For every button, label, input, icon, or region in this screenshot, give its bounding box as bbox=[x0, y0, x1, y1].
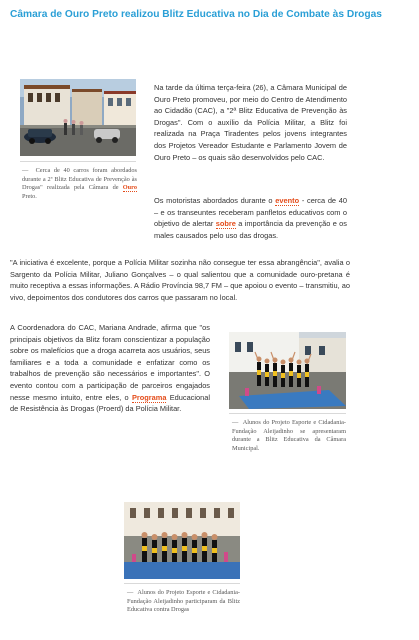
caption-divider bbox=[229, 413, 346, 414]
paragraph-coordenadora-text: A Coordenadora do CAC, Mariana Andrade, afirma que "os principais objetivos da Blitz foram conscientizar a população sobre os malefícios que a droga acarreta aos usuários, seus familiares e a toda a comunidade e enfatizar como os trabalhos de prevenção são necessários e importantes". O evento contou com a participação de parceiros engajados nesse mesmo intuito, entre eles, o bbox=[10, 323, 210, 402]
caption-dash: — bbox=[232, 419, 243, 426]
paragraph-motoristas-text-3: a importância da prevenção e os males causados pelo uso das drogas. bbox=[154, 219, 347, 240]
photo-students-group bbox=[124, 502, 240, 579]
caption-divider bbox=[124, 583, 240, 584]
caption-dash: — bbox=[127, 589, 138, 596]
paragraph-motoristas-text-2: - cerca de 40 – e os transeuntes receberam panfletos educativos com o objetivo de alertar bbox=[154, 196, 347, 229]
caption-divider bbox=[20, 161, 136, 162]
caption-3-text: Alunos do Projeto Esporte e Cidadania-Fundação Aleijadinho participaram da Blitz Educativa contra Drogas bbox=[127, 589, 240, 614]
caption-1-text: Cerca de 40 carros foram abordados durante a 2ª Blitz Educativa de Prevenção às Drogas" realizada pela Câmara de bbox=[22, 167, 137, 192]
caption-photo-1 bbox=[22, 167, 137, 202]
paragraph-motoristas-text: Os motoristas abordados durante o bbox=[154, 196, 276, 205]
paragraph-intro: Na tarde da última terça-feira (26), a Câmara Municipal de Ouro Preto promoveu, por meio do Centro de Atendimento ao Cidadão (CAC), a "2ª Blitz Educativa de Prevenção às Drogas". Com o auxílio da Polícia Militar, a Blitz foi realizada na Praça Tiradentes pelos jovens integrantes dos Projetos Vereador Estudante e Parlamento Jovem de Ouro Preto – os quais são desenvolvidos pelo CAC. bbox=[154, 83, 347, 162]
paragraph-motoristas bbox=[154, 195, 347, 241]
paragraph-quote-sargento: "A iniciativa é excelente, porque a Polícia Militar sozinha não consegue ter essa abrangência", avalia o Sargento da Polícia Militar, Juliano Gonçalves – o qual salientou que a comunidade ouro-pretana é muito receptiva a essas informações. A Rádio Província 98,7 FM – que apoiou o evento – transmitiu, ao vivo, depoimentos dos condutores dos carros que passaram no local. bbox=[10, 258, 350, 302]
caption-dash: — bbox=[22, 167, 36, 174]
paragraph-coordenadora-text-2: Educacional de Resistência às Drogas (Proerd) da Polícia Militar. bbox=[10, 392, 210, 414]
caption-1-text-end: Preto. bbox=[22, 193, 37, 201]
link-sobre[interactable]: sobre bbox=[215, 219, 236, 229]
caption-photo-2 bbox=[232, 419, 346, 454]
link-programa[interactable]: Programa bbox=[131, 392, 167, 402]
photo-blitz-cars bbox=[20, 79, 136, 156]
link-ouro[interactable]: Ouro bbox=[122, 184, 137, 192]
caption-photo-3 bbox=[127, 589, 240, 615]
paragraph-coordenadora bbox=[10, 322, 210, 415]
photo-students-performing bbox=[229, 332, 346, 409]
link-evento[interactable]: evento bbox=[275, 196, 300, 205]
article-title[interactable]: Câmara de Ouro Preto realizou Blitz Educativa no Dia de Combate às Drogas bbox=[10, 9, 382, 20]
caption-2-text: Alunos do Projeto Esporte e Cidadania-Fundação Aleijadinho se apresentaram durante a Blitz Educativa da Câmara Municipal. bbox=[232, 419, 346, 453]
